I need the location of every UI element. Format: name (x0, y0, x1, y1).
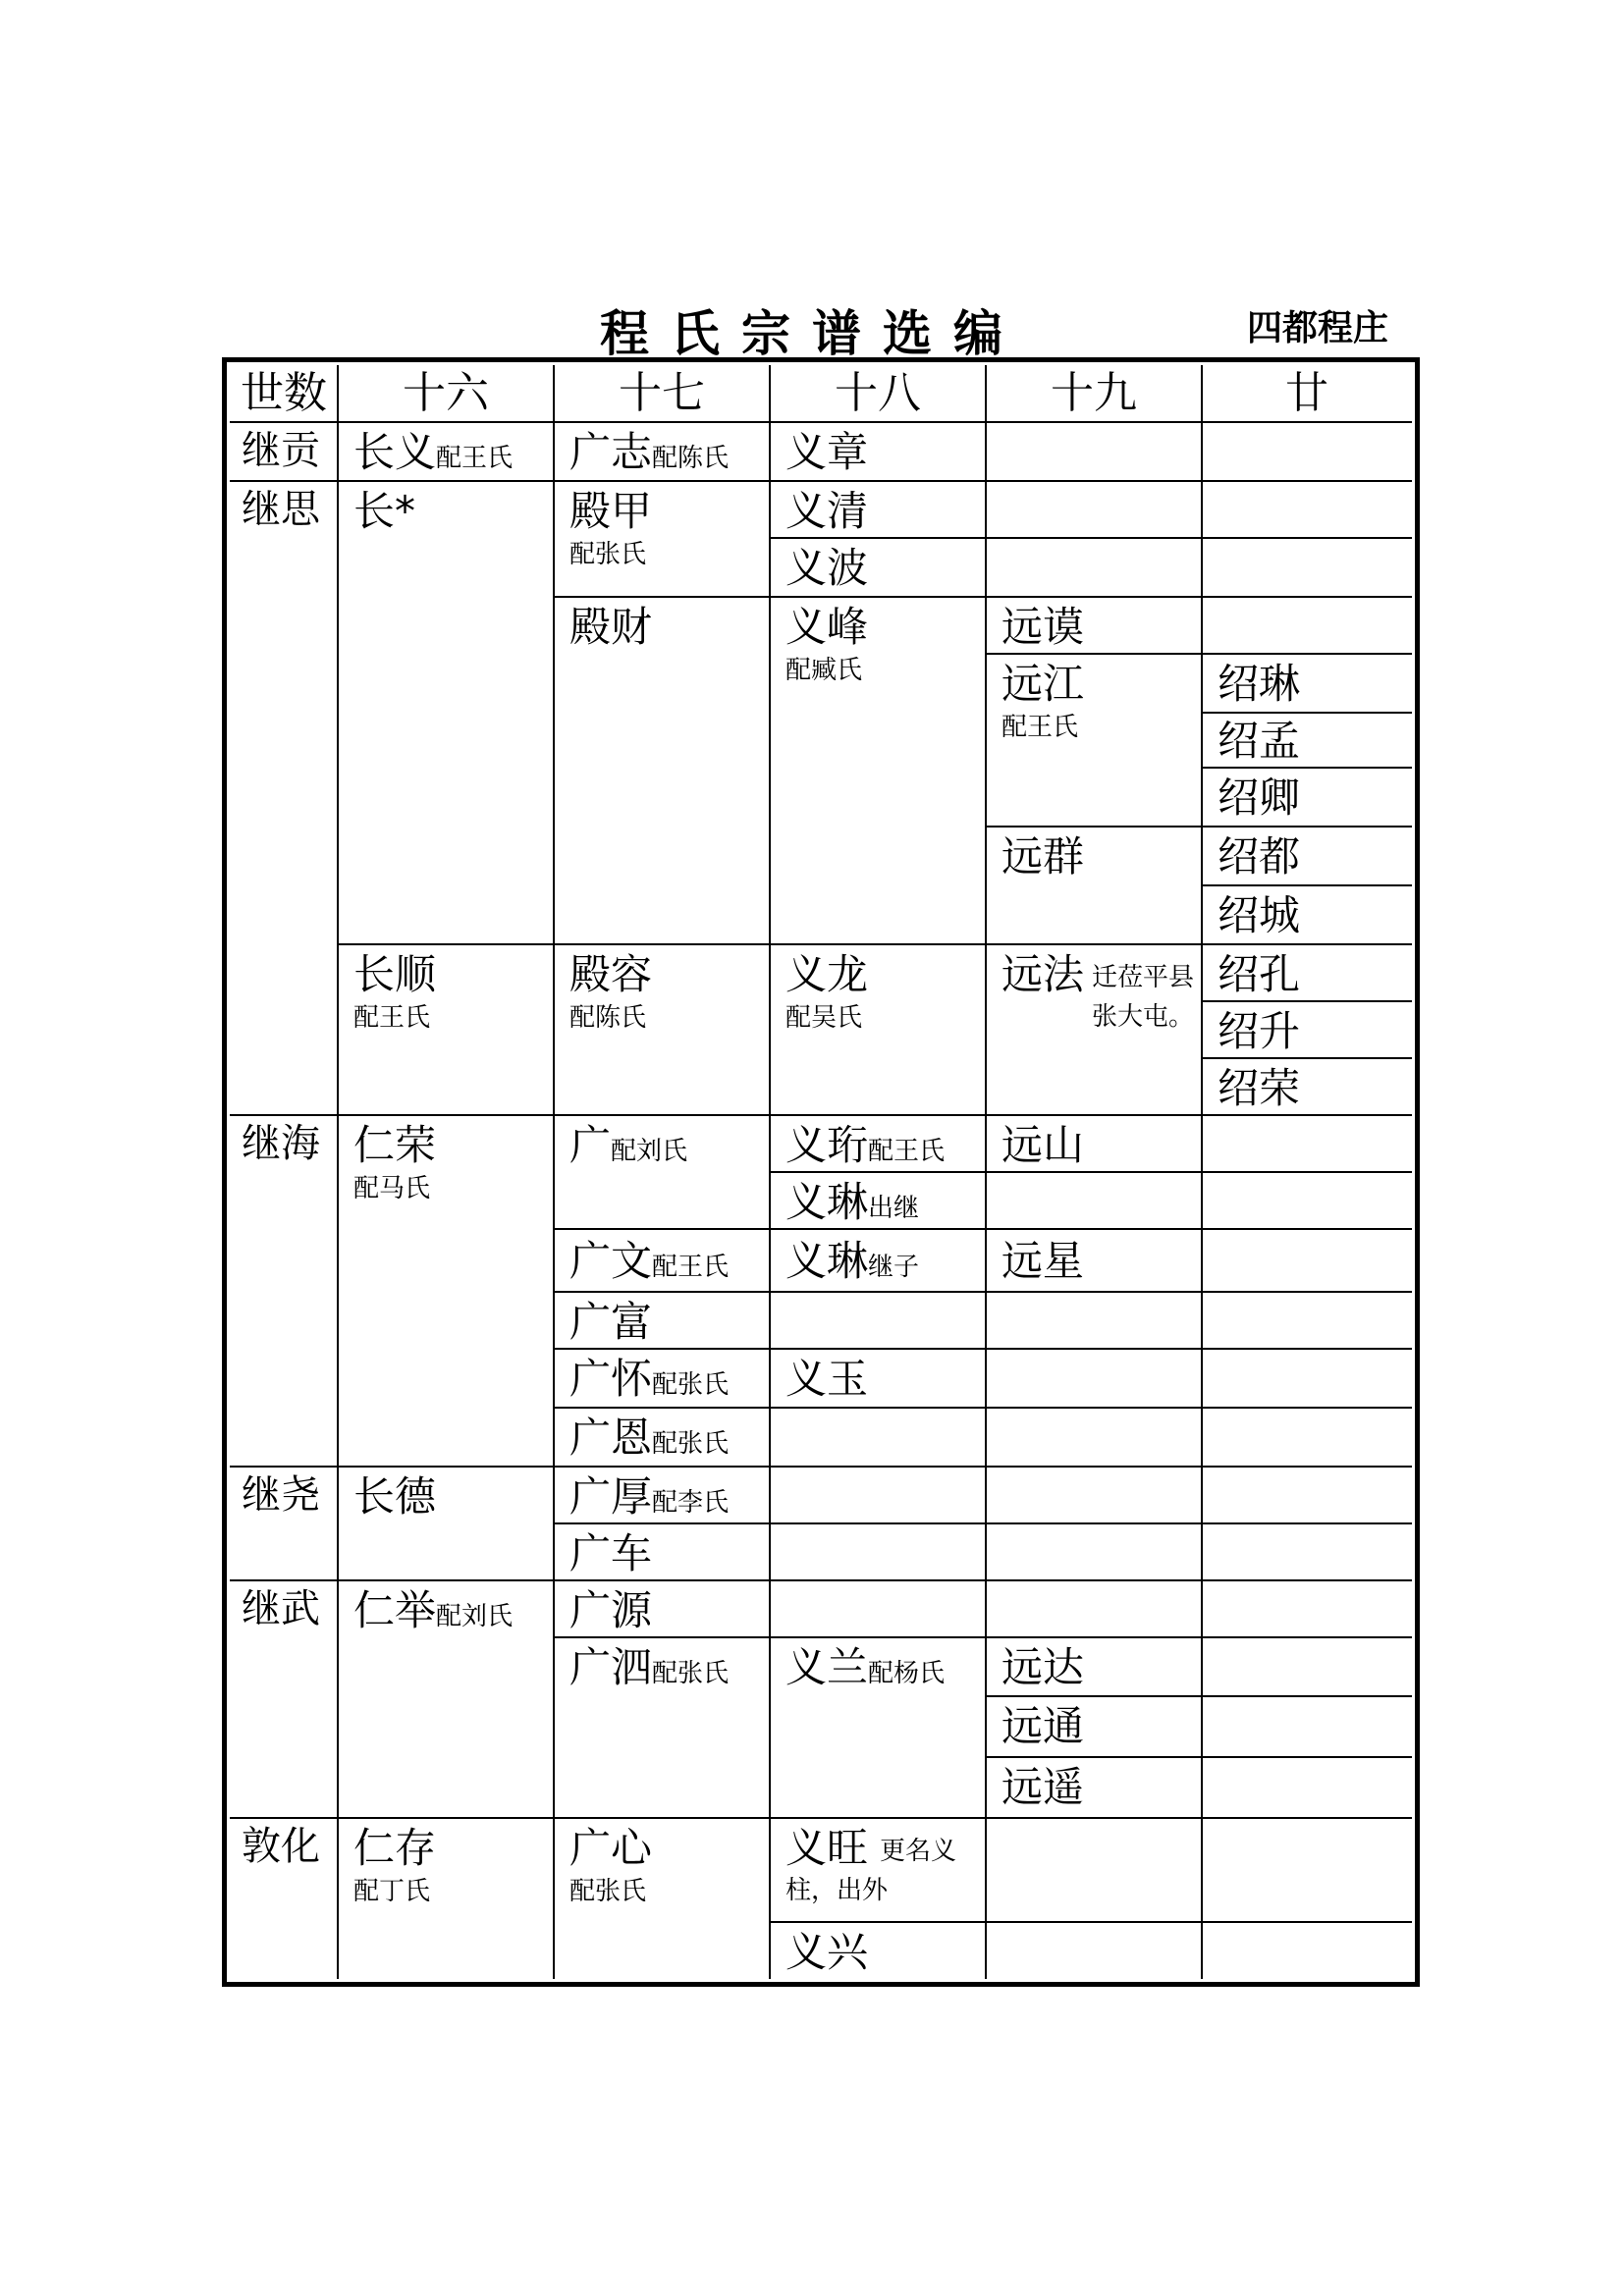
spouse-note: 配王氏 (1001, 713, 1079, 742)
person-name: 广心 (569, 1824, 653, 1872)
person-entry (569, 1474, 729, 1525)
branch-label: 敦化 (242, 1824, 320, 1869)
person-name: 殿财 (569, 603, 653, 651)
adoption-note: 继子 (868, 1253, 920, 1282)
person-entry (569, 1357, 729, 1408)
person-name: 绍城 (1218, 891, 1301, 939)
branch-label: 继武 (242, 1586, 320, 1631)
spouse-note: 配马氏 (353, 1174, 431, 1203)
spouse-note: 配丁氏 (353, 1877, 431, 1906)
spouse-note: 配陈氏 (569, 1003, 647, 1033)
person-name: 殿容 (569, 950, 653, 998)
person-name: 远遥 (1001, 1763, 1085, 1811)
person-name: 广志 (569, 428, 653, 476)
person-entry (353, 430, 513, 481)
spouse-note: 配李氏 (652, 1488, 730, 1518)
spouse-note: 配刘氏 (436, 1602, 514, 1631)
person-name: 绍孟 (1218, 717, 1301, 765)
person-name: 广富 (569, 1298, 653, 1346)
person-name: 长* (353, 487, 416, 535)
spouse-note: 配刘氏 (611, 1137, 688, 1166)
person-name: 远山 (1001, 1121, 1085, 1169)
person-name: 绍荣 (1218, 1064, 1301, 1112)
person-name: 长顺 (353, 950, 437, 998)
person-name: 义珩 (785, 1121, 869, 1169)
adoption-note: 出继 (868, 1194, 920, 1223)
rename-note: 更名义柱，出外 (785, 1837, 957, 1905)
person-name: 远谟 (1001, 603, 1085, 651)
person-name: 绍卿 (1218, 774, 1301, 822)
person-name: 义旺 (785, 1824, 869, 1872)
spouse-note: 配张氏 (652, 1659, 730, 1688)
header-gen-16: 十六 (403, 368, 489, 418)
person-entry (785, 1239, 919, 1290)
person-name: 远通 (1001, 1702, 1085, 1750)
person-name: 仁存 (353, 1824, 437, 1872)
person-name: 义清 (785, 487, 869, 535)
person-name: 义玉 (785, 1355, 869, 1403)
person-name: 长义 (353, 428, 437, 476)
spouse-note: 配王氏 (868, 1137, 946, 1166)
person-entry (785, 1645, 945, 1696)
person-name: 仁举 (353, 1586, 437, 1634)
person-entry (353, 1588, 513, 1639)
person-name: 义波 (785, 544, 869, 592)
person-name: 义章 (785, 428, 869, 476)
person-name: 绍都 (1218, 832, 1301, 881)
person-name: 远星 (1001, 1237, 1085, 1285)
header-gen-18: 十八 (835, 368, 921, 418)
person-entry (569, 1239, 729, 1290)
spouse-note: 配王氏 (353, 1003, 431, 1033)
person-entry (569, 1123, 687, 1174)
person-name: 义龙 (785, 950, 869, 998)
person-entry (785, 1180, 919, 1231)
header-gen-19: 十九 (1051, 368, 1137, 418)
location-label: 四都程庄 (1247, 308, 1389, 348)
person-entry (569, 1415, 729, 1467)
branch-label: 继贡 (242, 428, 320, 473)
spouse-note: 配张氏 (652, 1429, 730, 1459)
person-name: 广恩 (569, 1414, 653, 1462)
person-name: 广车 (569, 1529, 653, 1577)
person-name: 义兰 (785, 1643, 869, 1691)
person-name: 绍孔 (1218, 950, 1301, 998)
spouse-note: 配臧氏 (785, 656, 863, 685)
spouse-note: 配陈氏 (652, 444, 730, 473)
person-name: 远达 (1001, 1643, 1085, 1691)
spouse-note: 配杨氏 (868, 1659, 946, 1688)
person-name: 广文 (569, 1237, 653, 1285)
branch-label: 继思 (242, 487, 320, 532)
person-name: 义琳 (785, 1237, 869, 1285)
person-name: 广怀 (569, 1355, 653, 1403)
person-name: 广厚 (569, 1472, 653, 1521)
person-name: 义峰 (785, 603, 869, 651)
migration-note: 迁莅平县张大屯。 (1092, 963, 1195, 1032)
person-entry (569, 430, 729, 481)
header-generation: 世数 (241, 368, 327, 418)
person-name: 广 (569, 1121, 612, 1169)
branch-label: 继海 (242, 1121, 320, 1166)
person-name: 远江 (1001, 660, 1085, 708)
spouse-note: 配张氏 (569, 540, 647, 569)
person-name: 远群 (1001, 832, 1085, 881)
person-name: 仁荣 (353, 1121, 437, 1169)
person-name: 义琳 (785, 1178, 869, 1226)
spouse-note: 配吴氏 (785, 1003, 863, 1033)
spouse-note: 配王氏 (436, 444, 514, 473)
genealogy-table (230, 365, 1412, 1979)
header-gen-17: 十七 (619, 368, 705, 418)
person-name: 长德 (353, 1472, 437, 1521)
header-gen-20: 廿 (1285, 368, 1328, 418)
person-name: 绍琳 (1218, 660, 1301, 708)
person-name: 远法 (1001, 950, 1085, 998)
person-name: 殿甲 (569, 487, 653, 535)
person-name: 义兴 (785, 1928, 869, 1976)
person-entry (569, 1645, 729, 1696)
person-name: 绍升 (1218, 1007, 1301, 1055)
spouse-note: 配张氏 (652, 1370, 730, 1400)
person-entry (785, 1123, 945, 1174)
spouse-note: 配张氏 (569, 1877, 647, 1906)
person-name: 广泗 (569, 1643, 653, 1691)
page-title: 程氏宗谱选编 (600, 305, 1024, 362)
person-name: 广源 (569, 1586, 653, 1634)
spouse-note: 配王氏 (652, 1253, 730, 1282)
branch-label: 继尧 (242, 1472, 320, 1518)
